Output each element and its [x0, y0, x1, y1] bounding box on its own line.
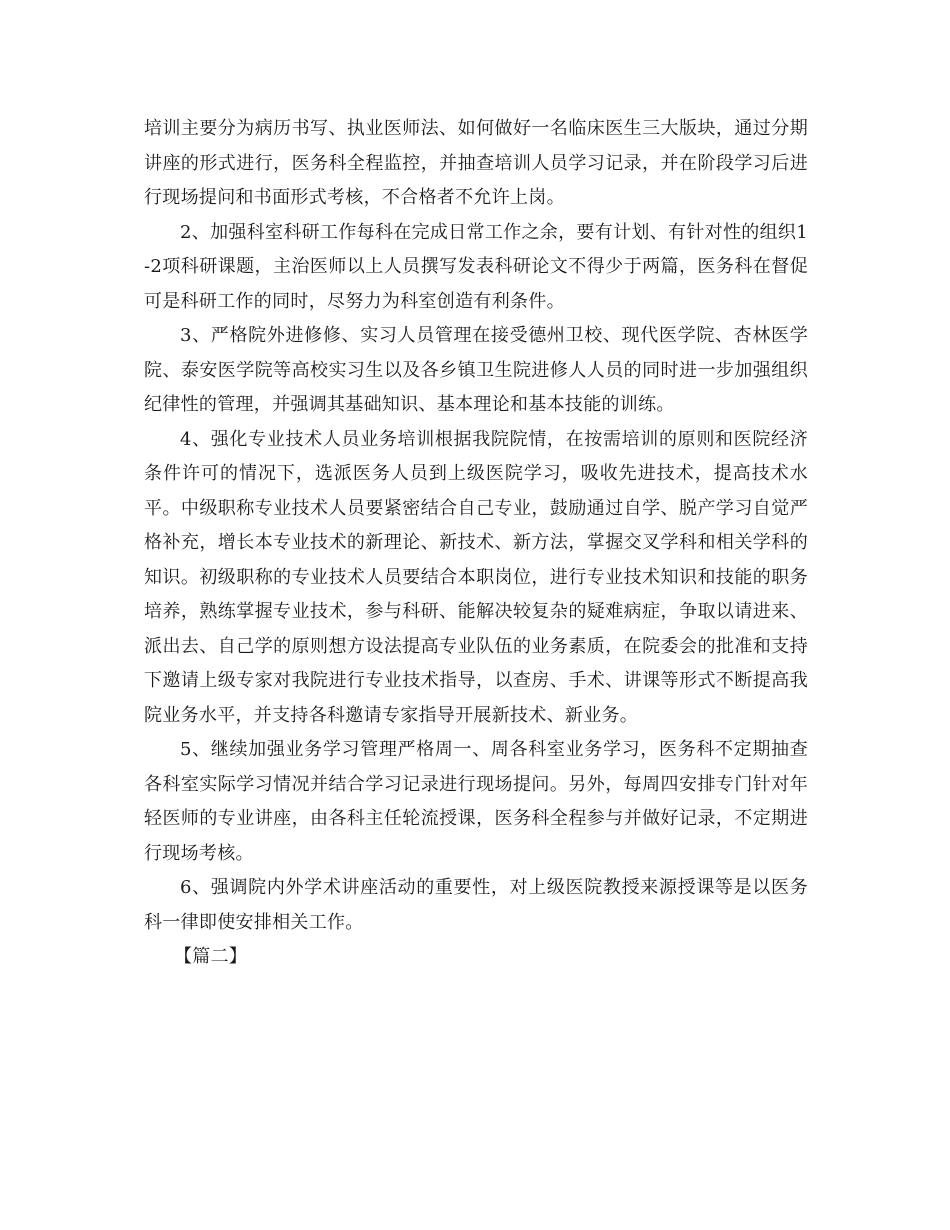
document-body — [144, 112, 808, 975]
paragraph-academic-lectures: 6、强调院内外学术讲座活动的重要性，对上级医院教授来源授课等是以医务科一律即使安排相关工作。 — [144, 877, 808, 933]
paragraph-research-work: 2、加强科室科研工作每科在完成日常工作之余，要有计划、有针对性的组织1-2项科研课题，主治医师以上人员撰写发表科研论文不得少于两篇，医务科在督促可是科研工作的同时，尽努力为科室创造有利条件。 — [144, 221, 808, 312]
paragraph-trainee-management: 3、严格院外进修修、实习人员管理在接受德州卫校、现代医学院、杏林医学院、泰安医学院等高校实习生以及各乡镇卫生院进修人人员的同时进一步加强组织纪律性的管理，并强调其基础知识、基本理论和基本技能的训练。 — [144, 325, 808, 415]
section-heading: 【篇二】 — [174, 946, 248, 967]
paragraph-training-continued: 培训主要分为病历书写、执业医师法、如何做好一名临床医生三大版块，通过分期讲座的形式进行，医务科全程监控，并抽查培训人员学习记录，并在阶段学习后进行现场提问和书面形式考核，不合格者不允许上岗。 — [144, 118, 808, 208]
paragraph-study-management: 5、继续加强业务学习管理严格周一、周各科室业务学习，医务科不定期抽查各科室实际学习情况并结合学习记录进行现场提问。另外，每周四安排专门针对年轻医师的专业讲座，由各科主任轮流授课，医务科全程参与并做好记录，不定期进行现场考核。 — [144, 739, 808, 864]
paragraph-professional-training: 4、强化专业技术人员业务培训根据我院院情，在按需培训的原则和医院经济条件许可的情况下，选派医务人员到上级医院学习，吸收先进技术，提高技术水平。中级职称专业技术人员要紧密结合自己专业，鼓励通过自学、脱产学习自觉严格补充，增长本专业技术的新理论、新技术、新方法，掌握交叉学科和相关学科的知识。初级职称的专业技术人员要结合本职岗位，进行专业技术知识和技能的职务培养，熟练掌握专业技术，参与科研、能解决较复杂的疑难病症，争取以请进来、派出去、自己学的原则想方设法提高专业队伍的业务素质，在院委会的批准和支持下邀请上级专家对我院进行专业技术指导，以查房、手术、讲课等形式不断提高我院业务水平，并支持各科邀请专家指导开展新技术、新业务。 — [144, 428, 808, 726]
